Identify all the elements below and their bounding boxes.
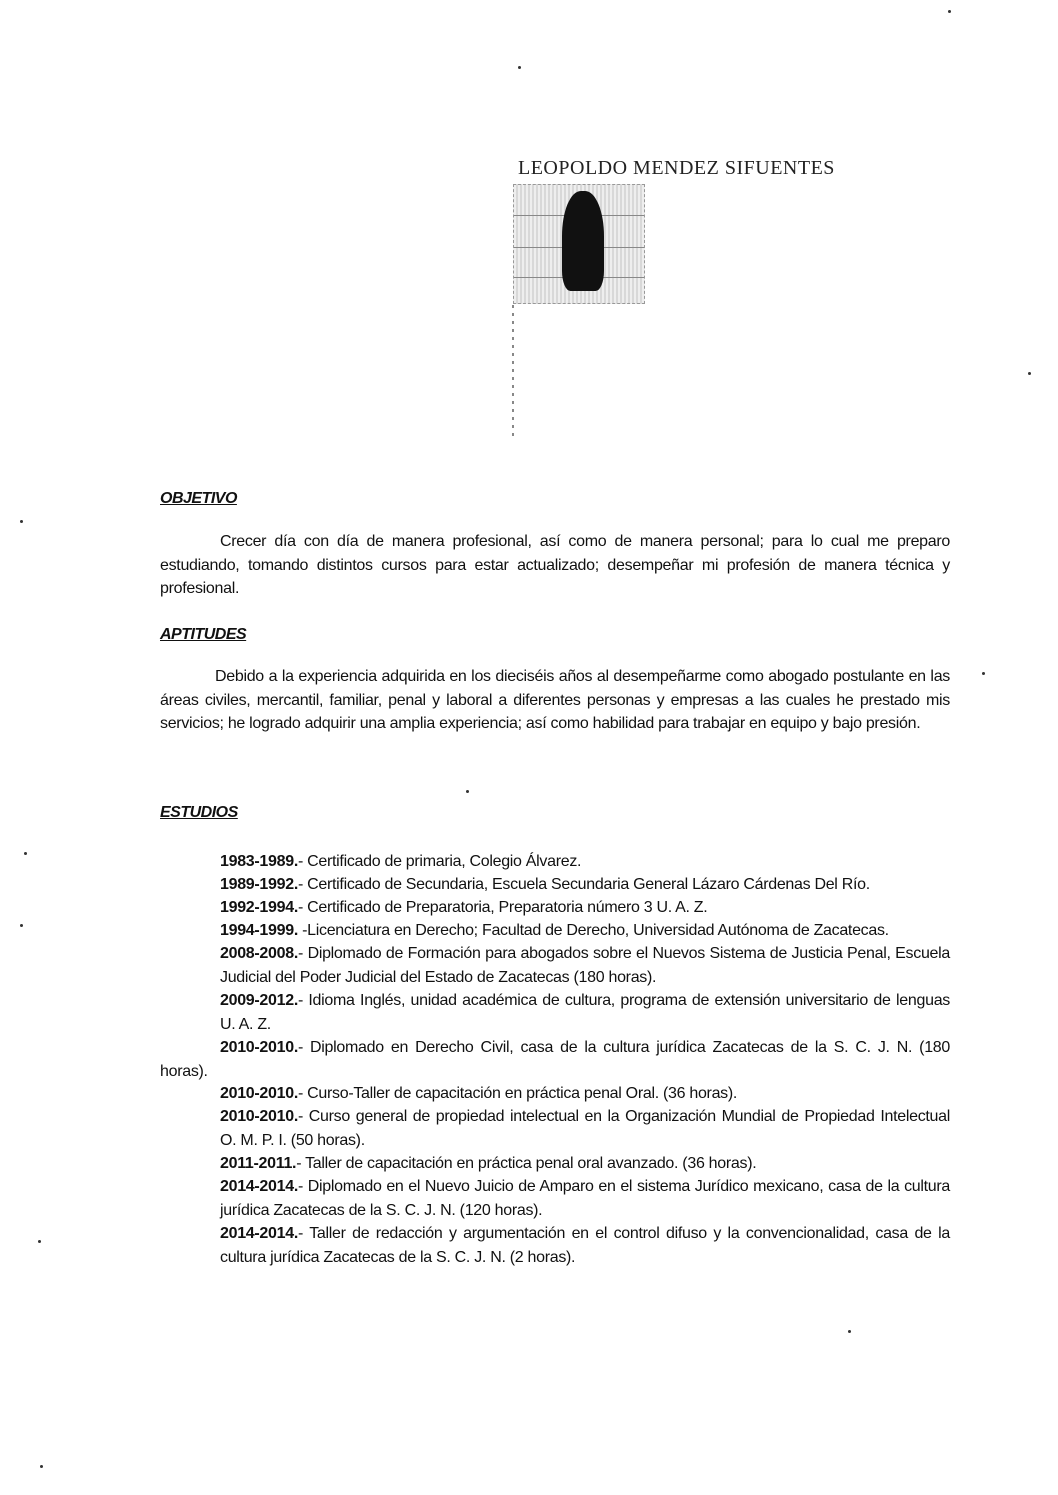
estudio-description: - Diplomado de Formación para abogados sobre el Nuevos Sistema de Justicia Penal, Escuela Judicial del Poder Judicial del Estado de Zacatecas (180 horas). bbox=[220, 945, 950, 986]
estudio-years: 1992-1994. bbox=[220, 899, 298, 916]
estudio-item bbox=[160, 1222, 950, 1269]
estudio-years: 2010-2010. bbox=[220, 1085, 298, 1102]
scan-speck bbox=[518, 66, 521, 69]
estudio-years: 2011-2011. bbox=[220, 1155, 297, 1172]
estudio-item bbox=[160, 1175, 950, 1222]
estudio-years: 1994-1999. bbox=[220, 922, 298, 939]
estudio-description: - Diplomado en el Nuevo Juicio de Amparo en el sistema Jurídico mexicano, casa de la cultura jurídica Zacatecas de la S. C. J. N. (120 horas). bbox=[220, 1178, 950, 1219]
profile-photo bbox=[513, 184, 645, 304]
estudio-item bbox=[160, 873, 950, 897]
scan-speck bbox=[20, 520, 23, 523]
estudio-description: - Certificado de primaria, Colegio Álvarez. bbox=[297, 853, 582, 870]
estudio-item bbox=[160, 1152, 950, 1176]
estudio-item bbox=[160, 989, 950, 1036]
estudio-description: - Taller de capacitación en práctica penal oral avanzado. (36 horas). bbox=[296, 1155, 757, 1172]
scan-speck bbox=[38, 1240, 41, 1243]
estudio-item bbox=[160, 1105, 950, 1152]
estudio-description: - Diplomado en Derecho Civil, casa de la cultura jurídica Zacatecas de la S. C. J. N. (180 horas). bbox=[160, 1039, 950, 1080]
estudio-description: - Certificado de Preparatoria, Preparatoria número 3 U. A. Z. bbox=[297, 899, 708, 916]
estudio-description: - Curso-Taller de capacitación en práctica penal Oral. (36 horas). bbox=[297, 1085, 738, 1102]
estudio-years: 2010-2010. bbox=[220, 1039, 298, 1056]
estudio-years: 2014-2014. bbox=[220, 1178, 298, 1195]
scan-speck bbox=[982, 672, 985, 675]
estudio-description: - Certificado de Secundaria, Escuela Secundaria General Lázaro Cárdenas Del Río. bbox=[297, 876, 870, 893]
scan-speck bbox=[466, 790, 469, 793]
objetivo-text: Crecer día con día de manera profesional, así como de manera personal; para lo cual me preparo estudiando, tomando distintos cursos para estar actualizado; desempeñar mi profesión de manera técnica y profesional. bbox=[160, 533, 950, 597]
estudio-years: 2009-2012. bbox=[220, 992, 298, 1009]
estudio-item bbox=[160, 1036, 950, 1083]
scan-speck bbox=[20, 924, 23, 927]
scan-speck bbox=[1028, 372, 1031, 375]
scan-speck bbox=[40, 1465, 43, 1468]
estudio-years: 2010-2010. bbox=[220, 1108, 298, 1125]
estudio-item bbox=[160, 896, 950, 920]
scan-speck bbox=[24, 852, 27, 855]
estudio-item bbox=[160, 1082, 950, 1106]
estudio-years: 1983-1989. bbox=[220, 853, 298, 870]
estudio-description: - Taller de redacción y argumentación en el control difuso y la convencionalidad, casa de la cultura jurídica Zacatecas de la S. C. J. N. (2 horas). bbox=[220, 1225, 950, 1266]
estudio-item bbox=[160, 850, 950, 874]
estudio-years: 2014-2014. bbox=[220, 1225, 298, 1242]
estudio-description: - Curso general de propiedad intelectual en la Organización Mundial de Propiedad Intelectual O. M. P. I. (50 horas). bbox=[220, 1108, 950, 1149]
scan-speck bbox=[948, 10, 951, 13]
person-silhouette bbox=[562, 191, 604, 291]
estudios-heading: ESTUDIOS bbox=[160, 804, 238, 821]
estudio-years: 2008-2008. bbox=[220, 945, 298, 962]
photo-scan-artifact bbox=[512, 305, 514, 440]
candidate-name: LEOPOLDO MENDEZ SIFUENTES bbox=[518, 157, 835, 179]
estudio-item bbox=[160, 919, 950, 943]
estudio-item bbox=[160, 942, 950, 989]
scan-speck bbox=[848, 1330, 851, 1333]
estudio-years: 1989-1992. bbox=[220, 876, 298, 893]
estudio-description: -Licenciatura en Derecho; Facultad de Derecho, Universidad Autónoma de Zacatecas. bbox=[297, 922, 889, 939]
aptitudes-text: Debido a la experiencia adquirida en los dieciséis años al desempeñarme como abogado postulante en las áreas civiles, mercantil, familiar, penal y laboral a diferentes personas y empresas a las cuales he prestado mis servicios; he logrado adquirir una amplia experiencia; así como habilidad para trabajar en equipo y bajo presión. bbox=[160, 668, 950, 732]
objetivo-heading: OBJETIVO bbox=[160, 490, 237, 507]
estudio-description: - Idioma Inglés, unidad académica de cultura, programa de extensión universitario de lenguas U. A. Z. bbox=[220, 992, 950, 1033]
aptitudes-heading: APTITUDES bbox=[160, 626, 247, 643]
